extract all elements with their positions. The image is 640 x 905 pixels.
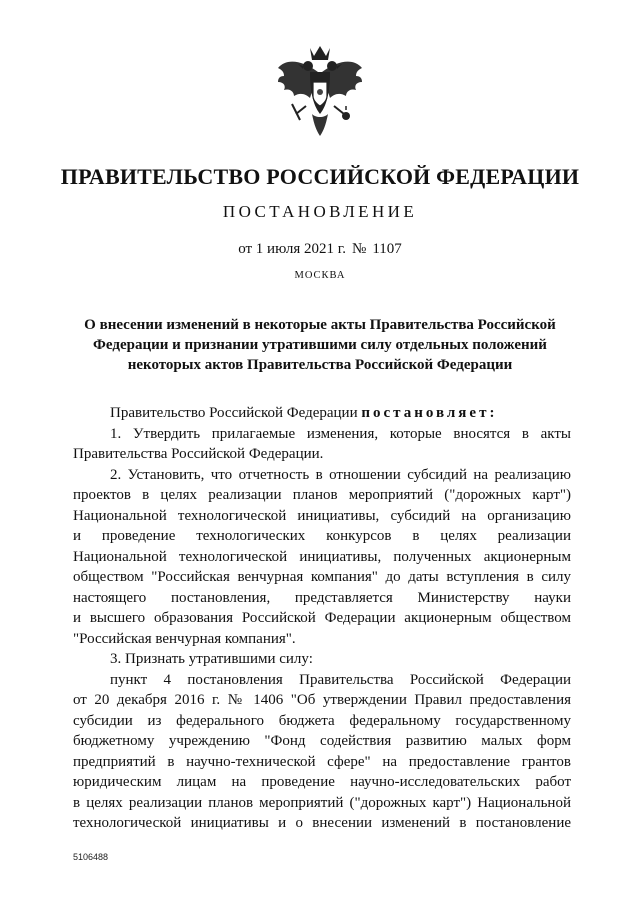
body-line: бюджетному учреждению "Фонд содействия развитию малых форм (73, 733, 571, 749)
body-line: и высшего образования Российской Федерации акционерным обществом (73, 610, 571, 626)
government-title: ПРАВИТЕЛЬСТВО РОССИЙСКОЙ ФЕДЕРАЦИИ (60, 164, 580, 189)
body-line: обществом "Российская венчурная компания" до даты вступления в силу (73, 569, 571, 585)
heading-line: О внесении изменений в некоторые акты Правительства Российской (84, 317, 556, 333)
body-line: проектов в целях реализации планов мероприятий ("дорожных карт") (73, 487, 571, 503)
body-line: предприятий в научно-технической сфере" на предоставление грантов (73, 753, 571, 770)
document-city: МОСКВА (294, 270, 346, 281)
body-line: 1. Утвердить прилагаемые изменения, которые вносятся в акты (110, 425, 571, 442)
body-line: "Российская венчурная компания". (73, 630, 296, 647)
document-number: 1107 (372, 241, 402, 257)
document-heading (70, 315, 570, 375)
document-code: 5106488 (73, 852, 109, 862)
decree-word: постановляет: (361, 405, 498, 421)
intro-paragraph (73, 403, 571, 424)
document-date: от 1 июля 2021 г. (238, 241, 347, 257)
body-line: настоящего постановления, представляется Министерству науки (73, 589, 571, 606)
document-type: ПОСТАНОВЛЕНИЕ (222, 202, 418, 221)
body-line: юридическим лицам на проведение научно-исследовательских работ (73, 774, 571, 790)
intro-text: Правительство Российской Федерации (110, 405, 358, 421)
body-line: в целях реализации планов мероприятий ("дорожных карт") Национальной (73, 794, 571, 811)
body-line: и проведение технологических конкурсов в целях реализации (73, 528, 571, 544)
body-line: 3. Признать утратившими силу: (110, 651, 313, 667)
body-line: Национальной технологической инициативы, субсидий на организацию (73, 507, 571, 524)
heading-line: некоторых актов Правительства Российской Федерации (127, 357, 513, 373)
russian-coat-of-arms-icon (272, 42, 368, 148)
body-line: от 20 декабря 2016 г. № 1406 "Об утверждении Правил предоставления (73, 692, 571, 708)
heading-line: Федерации и признании утратившими силу отдельных положений (93, 337, 547, 353)
body-line: Правительства Российской Федерации. (73, 446, 324, 462)
body-line: Национальной технологической инициативы, полученных акционерным (73, 548, 571, 565)
document-body (73, 403, 571, 834)
body-line: 2. Установить, что отчетность в отношении субсидий на реализацию (110, 466, 571, 483)
number-sign: № (352, 241, 367, 257)
body-line: технологической инициативы и о внесении изменений в постановление (73, 815, 571, 831)
body-line: пункт 4 постановления Правительства Российской Федерации (110, 671, 571, 688)
document-date-line (0, 241, 640, 258)
body-line: субсидии из федерального бюджета федеральному государственному (73, 712, 571, 729)
